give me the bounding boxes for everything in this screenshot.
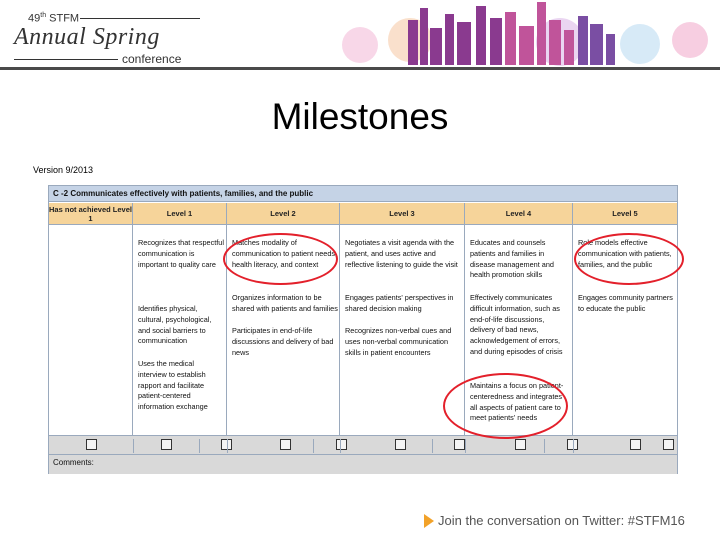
row-divider [199, 439, 200, 453]
level-5-item: Engages community partners to educate the public [578, 293, 673, 313]
level-2-item: Organizes information to be shared with patients and families [232, 293, 338, 313]
level-4-item: Maintains a focus on patient-centeredness and integrates all aspects of patient care to meet patients' needs [470, 381, 564, 423]
level-header-2: Level 2 [227, 203, 340, 224]
level-4-item: Effectively communicates difficult information, such as end-of-life discussions, delivery of bad news, acknowledgement of errors, and during episodes of crisis [470, 293, 563, 356]
logo-title: Annual Spring [14, 24, 160, 50]
row-divider [544, 439, 545, 453]
level-checkbox[interactable] [663, 439, 674, 450]
comments-field[interactable]: Comments: [49, 454, 677, 474]
level-5-item: Role models effective communication with patients, families, and the public [578, 238, 672, 269]
twitter-text: Join the conversation on Twitter: #STFM16 [438, 513, 685, 528]
row-divider [465, 439, 466, 453]
logo-subtitle: conference [122, 52, 182, 66]
row-divider [133, 439, 134, 453]
city-skyline-graphic [300, 0, 720, 68]
level-3-item: Recognizes non-verbal cues and uses non-verbal communication skills in patient encounters [345, 326, 452, 357]
level-checkbox[interactable] [454, 439, 465, 450]
level-1-item: Uses the medical interview to establish rapport and facilitate patient-centered information exchange [138, 359, 208, 412]
checkbox-row [49, 435, 677, 455]
level-1-item: Recognizes that respectful communication is important to quality care [138, 238, 224, 269]
level-checkbox[interactable] [336, 439, 347, 450]
column-none [49, 225, 133, 435]
slide-header [0, 0, 720, 70]
level-checkbox[interactable] [161, 439, 172, 450]
row-divider [313, 439, 314, 453]
highlight-circle [223, 233, 338, 285]
level-3-item: Engages patients' perspectives in shared decision making [345, 293, 454, 313]
row-divider [573, 439, 574, 453]
milestone-table [48, 185, 678, 474]
level-checkbox[interactable] [515, 439, 526, 450]
row-divider [432, 439, 433, 453]
level-4-item: Educates and counsels patients and families in disease management and health promotion skills [470, 238, 554, 280]
level-checkbox[interactable] [86, 439, 97, 450]
conference-logo [14, 12, 199, 66]
level-header-none: Has not achieved Level 1 [49, 204, 132, 223]
twitter-footer [424, 513, 685, 528]
header-rule [0, 67, 720, 70]
level-header-3: Level 3 [340, 203, 465, 224]
highlight-circle [443, 373, 568, 439]
slide-title: Milestones [271, 96, 449, 137]
level-1-item: Identifies physical, cultural, psychological, and social barriers to communication [138, 304, 212, 346]
level-header-row [49, 203, 677, 225]
level-3-item: Negotiates a visit agenda with the patient, and uses active and reflective listening to guide the visit [345, 238, 458, 269]
level-checkbox[interactable] [280, 439, 291, 450]
competency-header: C -2 Communicates effectively with patients, families, and the public [49, 186, 677, 202]
level-checkbox[interactable] [630, 439, 641, 450]
level-2-item: Participates in end-of-life discussions and delivery of bad news [232, 326, 334, 357]
play-arrow-icon [424, 514, 434, 528]
row-divider [340, 439, 341, 453]
level-checkbox[interactable] [395, 439, 406, 450]
level-header-4: Level 4 [465, 203, 573, 224]
row-divider [227, 439, 228, 453]
logo-divider [80, 18, 200, 19]
logo-edition: 49th STFM [28, 12, 80, 25]
level-header-1: Level 1 [133, 203, 227, 224]
logo-divider [14, 59, 118, 60]
level-header-5: Level 5 [612, 209, 638, 218]
highlight-circle [574, 233, 684, 285]
level-2-item: Matches modality of communication to patient needs, health literacy, and context [232, 238, 338, 269]
version-label: Version 9/2013 [33, 165, 94, 175]
